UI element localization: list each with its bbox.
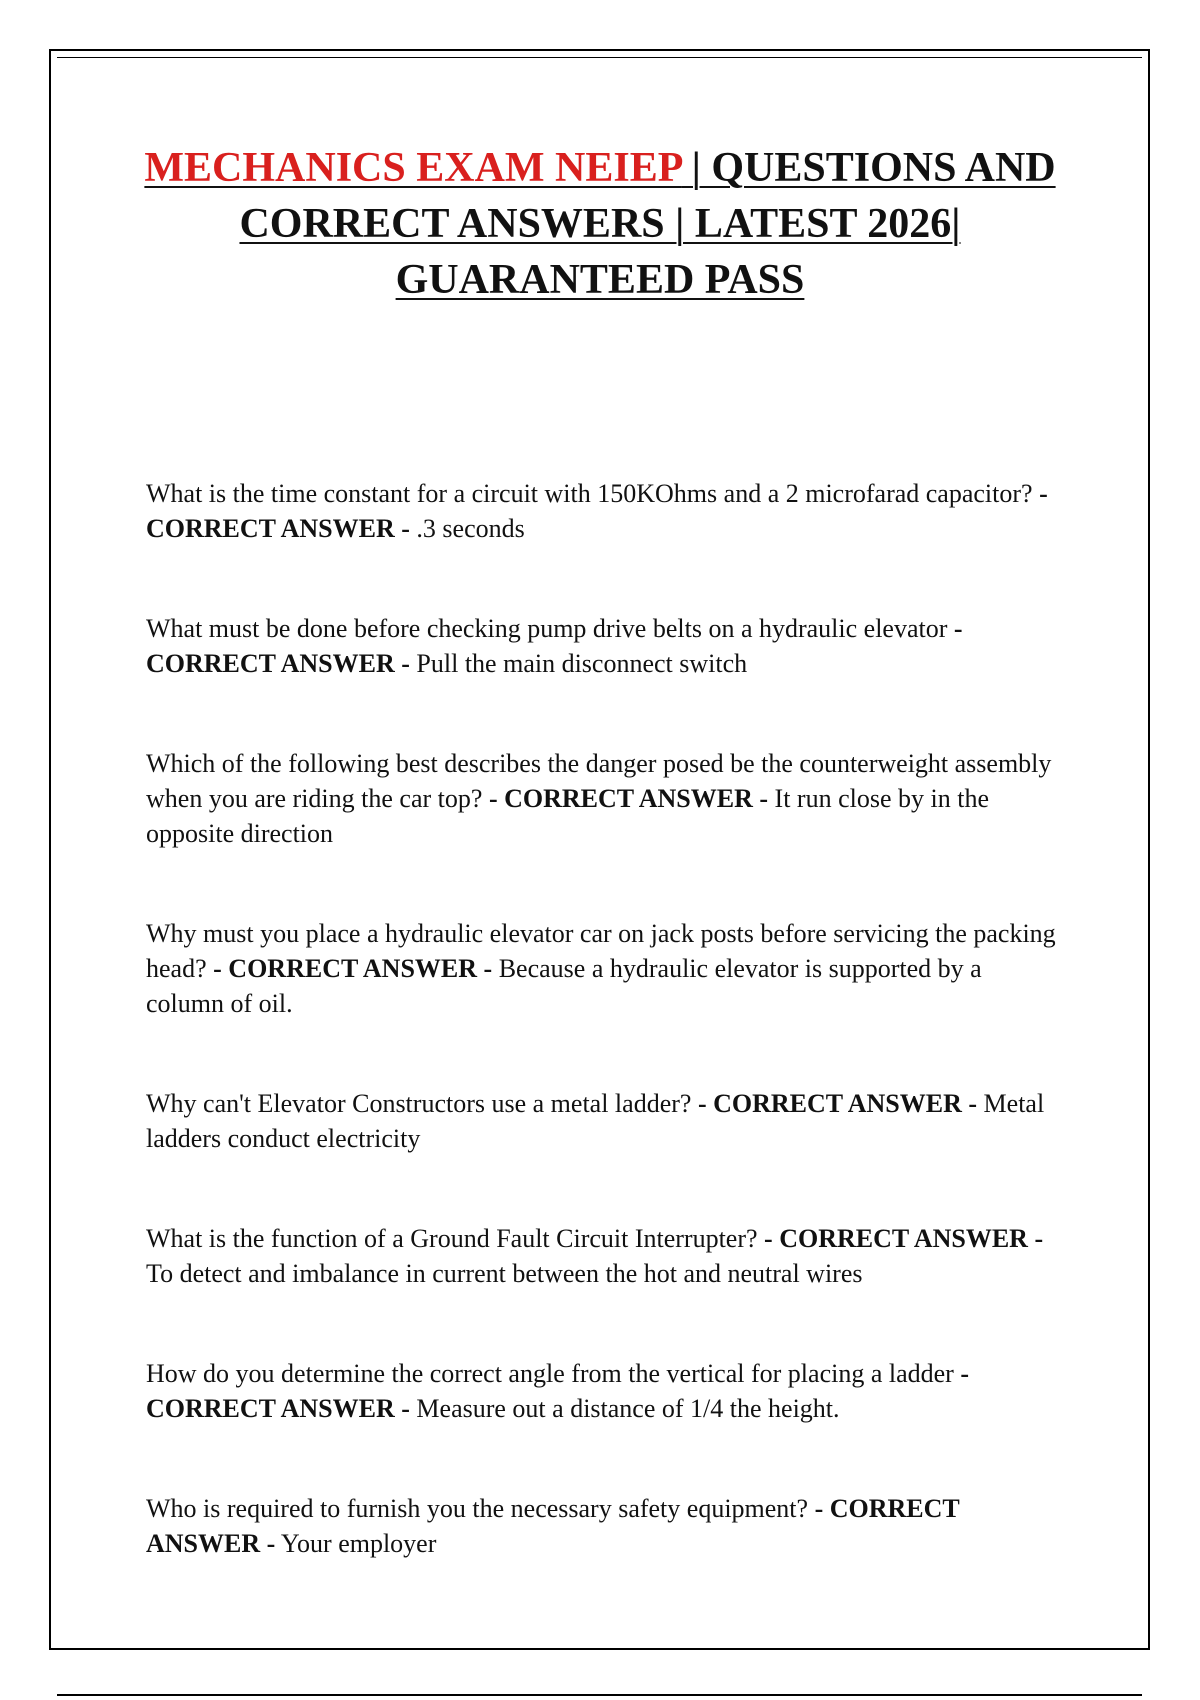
answer-separator: - — [266, 1529, 276, 1558]
answer-separator: - — [1039, 479, 1048, 508]
answer-text: Measure out a distance of 1/4 the height. — [416, 1394, 840, 1423]
answer-text: Metal ladders conduct electricity — [146, 1089, 1045, 1153]
answer-text: Pull the main disconnect switch — [416, 649, 748, 678]
qa-list — [146, 476, 1056, 1561]
qa-item — [146, 746, 1056, 851]
answer-label: CORRECT ANSWER — [146, 1494, 960, 1558]
answer-separator: - — [401, 649, 410, 678]
answer-label: CORRECT ANSWER — [713, 1089, 962, 1118]
question-text: How do you determine the correct angle from the vertical for placing a ladder — [146, 1359, 954, 1388]
answer-separator: - — [764, 1224, 773, 1253]
question-text: Why must you place a hydraulic elevator car on jack posts before servicing the packing head? — [146, 919, 1056, 983]
top-rule — [57, 57, 1142, 58]
question-text: Why can't Elevator Constructors use a metal ladder? — [146, 1089, 692, 1118]
qa-item — [146, 1356, 1056, 1426]
question-text: What is the function of a Ground Fault Circuit Interrupter? — [146, 1224, 758, 1253]
qa-item — [146, 611, 1056, 681]
qa-item — [146, 476, 1056, 546]
question-text: Who is required to furnish you the necessary safety equipment? — [146, 1494, 809, 1523]
answer-label: CORRECT ANSWER — [146, 649, 395, 678]
answer-separator: - — [953, 614, 963, 643]
answer-separator: - — [401, 514, 410, 543]
answer-separator: - — [401, 1394, 410, 1423]
answer-text: .3 seconds — [416, 514, 525, 543]
answer-label: CORRECT ANSWER — [228, 954, 478, 983]
answer-label: CORRECT ANSWER — [146, 1394, 395, 1423]
question-text: Which of the following best describes the danger posed be the counterweight assembly when you are riding the car top? — [146, 749, 1052, 813]
answer-separator: - — [759, 784, 769, 813]
answer-separator: - — [488, 784, 498, 813]
footer-rule — [57, 1694, 1142, 1696]
answer-separator: - — [814, 1494, 824, 1523]
answer-label: CORRECT ANSWER — [779, 1224, 1028, 1253]
qa-item — [146, 1491, 1056, 1561]
qa-item — [146, 1221, 1056, 1291]
answer-separator: - — [1034, 1224, 1044, 1253]
qa-item — [146, 1086, 1056, 1156]
document-title — [110, 140, 1090, 308]
answer-separator: - — [213, 954, 222, 983]
qa-item — [146, 916, 1056, 1021]
question-text: What must be done before checking pump drive belts on a hydraulic elevator — [146, 614, 948, 643]
answer-separator: - — [968, 1089, 978, 1118]
answer-text: To detect and imbalance in current between the hot and neutral wires — [146, 1259, 863, 1288]
answer-separator: - — [483, 954, 493, 983]
answer-label: CORRECT ANSWER — [504, 784, 753, 813]
answer-text: It run close by in the opposite direction — [146, 784, 989, 848]
answer-text: Because a hydraulic elevator is supported by a column of oil. — [146, 954, 982, 1018]
title-red-part: MECHANICS EXAM NEIEP — [144, 145, 682, 191]
question-text: What is the time constant for a circuit with 150KOhms and a 2 microfarad capacitor? — [146, 479, 1033, 508]
answer-separator: - — [697, 1089, 707, 1118]
answer-text: Your employer — [280, 1529, 437, 1558]
answer-label: CORRECT ANSWER — [146, 514, 395, 543]
title-rest-part: | QUESTIONS AND CORRECT ANSWERS | LATEST 2026| GUARANTEED PASS — [239, 145, 1056, 303]
answer-separator: - — [960, 1359, 969, 1388]
